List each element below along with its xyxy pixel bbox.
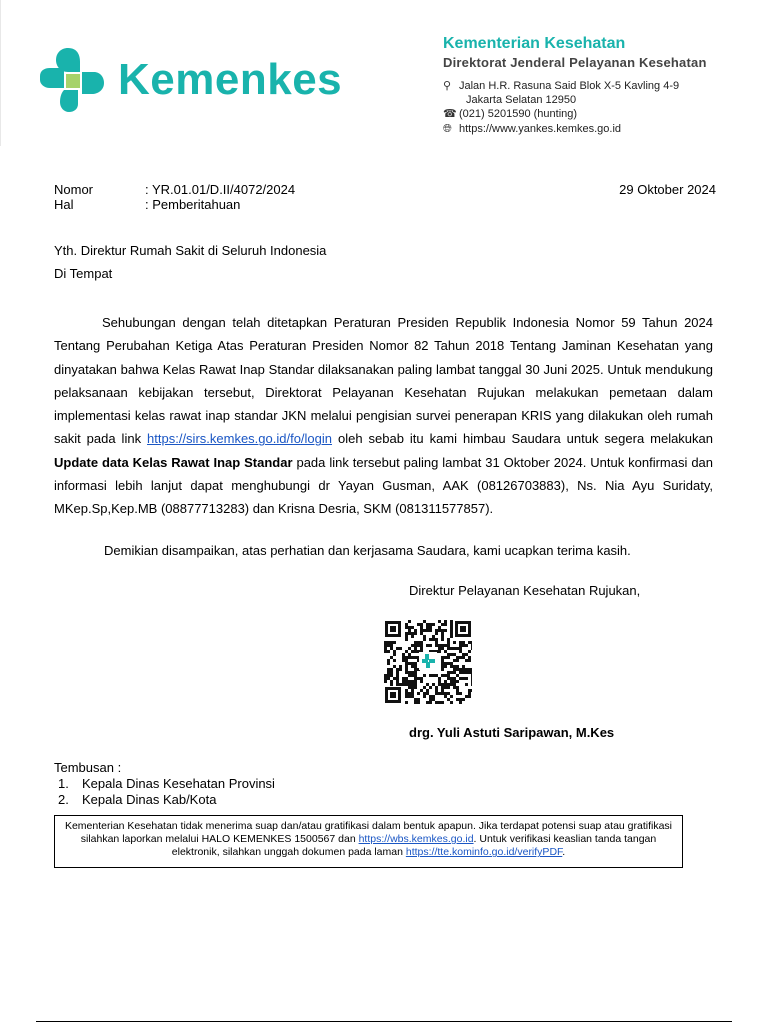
location-pin-icon: ⚲: [443, 80, 452, 92]
nomor-label: Nomor: [54, 182, 94, 197]
address-line-1: [443, 80, 679, 93]
tembusan-item-text: Kepala Dinas Kab/Kota: [82, 792, 217, 807]
tembusan-label: Tembusan :: [54, 760, 122, 775]
signature-qr-code: [384, 620, 472, 704]
org-subtitle: Direktorat Jenderal Pelayanan Kesehatan: [443, 55, 707, 70]
address-line-2: Jakarta Selatan 12950: [466, 94, 577, 106]
website-link[interactable]: https://www.yankes.kemkes.go.id: [459, 123, 622, 135]
body-paragraph: [54, 311, 713, 521]
header-edge-line: [0, 0, 1, 146]
tembusan-item: [58, 792, 216, 807]
body-bold-text: Update data Kelas Rawat Inap Standar: [54, 454, 293, 470]
disclaimer-text-2: . Untuk verifikasi keaslian tanda tangan elektronik, silahkan unggah dokumen pada laman: [171, 833, 657, 859]
sirs-link[interactable]: https://sirs.kemkes.go.id/fo/login: [147, 431, 333, 447]
closing-sentence: Demikian disampaikan, atas perhatian dan kerjasama Saudara, kami ucapkan terima kasih.: [104, 543, 631, 558]
phone-line: [443, 108, 577, 121]
kemenkes-logo-icon: [38, 46, 106, 114]
tembusan-item: [58, 776, 275, 791]
footer-divider: [36, 1021, 732, 1022]
phone-icon: ☎: [443, 108, 457, 120]
hal-label: Hal: [54, 197, 74, 212]
disclaimer-text-1: Kementerian Kesehatan tidak menerima suap dan/atau gratifikasi dalam bentuk apapun. Jika terdapat potensi suap atau gratifikasi silahkan laporkan melalui HALO KEMENKES 1500567 dan: [64, 820, 673, 846]
addressee-line-1: Yth. Direktur Rumah Sakit di Seluruh Indonesia: [54, 243, 327, 258]
globe-icon: 🌐︎: [443, 123, 452, 135]
disclaimer-box: [54, 815, 683, 868]
tembusan-item-text: Kepala Dinas Kesehatan Provinsi: [82, 776, 275, 791]
hal-value: : Pemberitahuan: [145, 197, 241, 212]
letter-date: 29 Oktober 2024: [619, 182, 716, 197]
org-title: Kementerian Kesehatan: [443, 35, 626, 52]
logo-wordmark: Kemenkes: [118, 55, 343, 104]
nomor-value: : YR.01.01/D.II/4072/2024: [145, 182, 296, 197]
signatory-title: Direktur Pelayanan Kesehatan Rujukan,: [409, 583, 641, 598]
tembusan-item-number: 2.: [58, 792, 69, 807]
verify-pdf-link[interactable]: https://tte.kominfo.go.id/verifyPDF: [405, 846, 563, 859]
website-line: [443, 123, 621, 136]
body-text-1: Sehubungan dengan telah ditetapkan Peraturan Presiden Republik Indonesia Nomor 59 Tahun 2024 Tentang Perubahan Ketiga Atas Peraturan Presiden Nomor 82 Tahun 2018 Tentang Jaminan Kesehatan yang dinyatakan bahwa Kelas Rawat Inap Standar dilaksanakan paling lambat tanggal 30 Juni 2025. Untuk mendukung pelaksanaan kebijakan tersebut, Direktorat Pelayanan Kesehatan Rujukan melakukan pemetaan dalam implementasi kelas rawat inap standar JKN melalui pengisian survei penerapan KRIS yang dilakukan oleh rumah sakit pada link: [54, 315, 713, 447]
body-text-3: pada link tersebut paling lambat 31 Oktober 2024. Untuk konfirmasi dan informasi lebih lanjut dapat menghubungi dr Yayan Gusman, AAK (08126703883), Ns. Nia Ayu Suridaty, MKep.Sp,Kep.MB (08877713283) dan Krisna Desria, SKM (081311577857).: [54, 454, 714, 517]
disclaimer-text-3: .: [562, 846, 566, 859]
phone-text: (021) 5201590 (hunting): [459, 108, 578, 120]
wbs-link[interactable]: https://wbs.kemkes.go.id: [358, 833, 474, 846]
tembusan-item-number: 1.: [58, 776, 69, 791]
signatory-name: drg. Yuli Astuti Saripawan, M.Kes: [409, 725, 615, 740]
address-text: Jalan H.R. Rasuna Said Blok X-5 Kavling 4-9: [459, 80, 680, 92]
body-text-2: oleh sebab itu kami himbau Saudara untuk segera melakukan: [332, 431, 713, 447]
addressee-line-2: Di Tempat: [54, 266, 113, 281]
